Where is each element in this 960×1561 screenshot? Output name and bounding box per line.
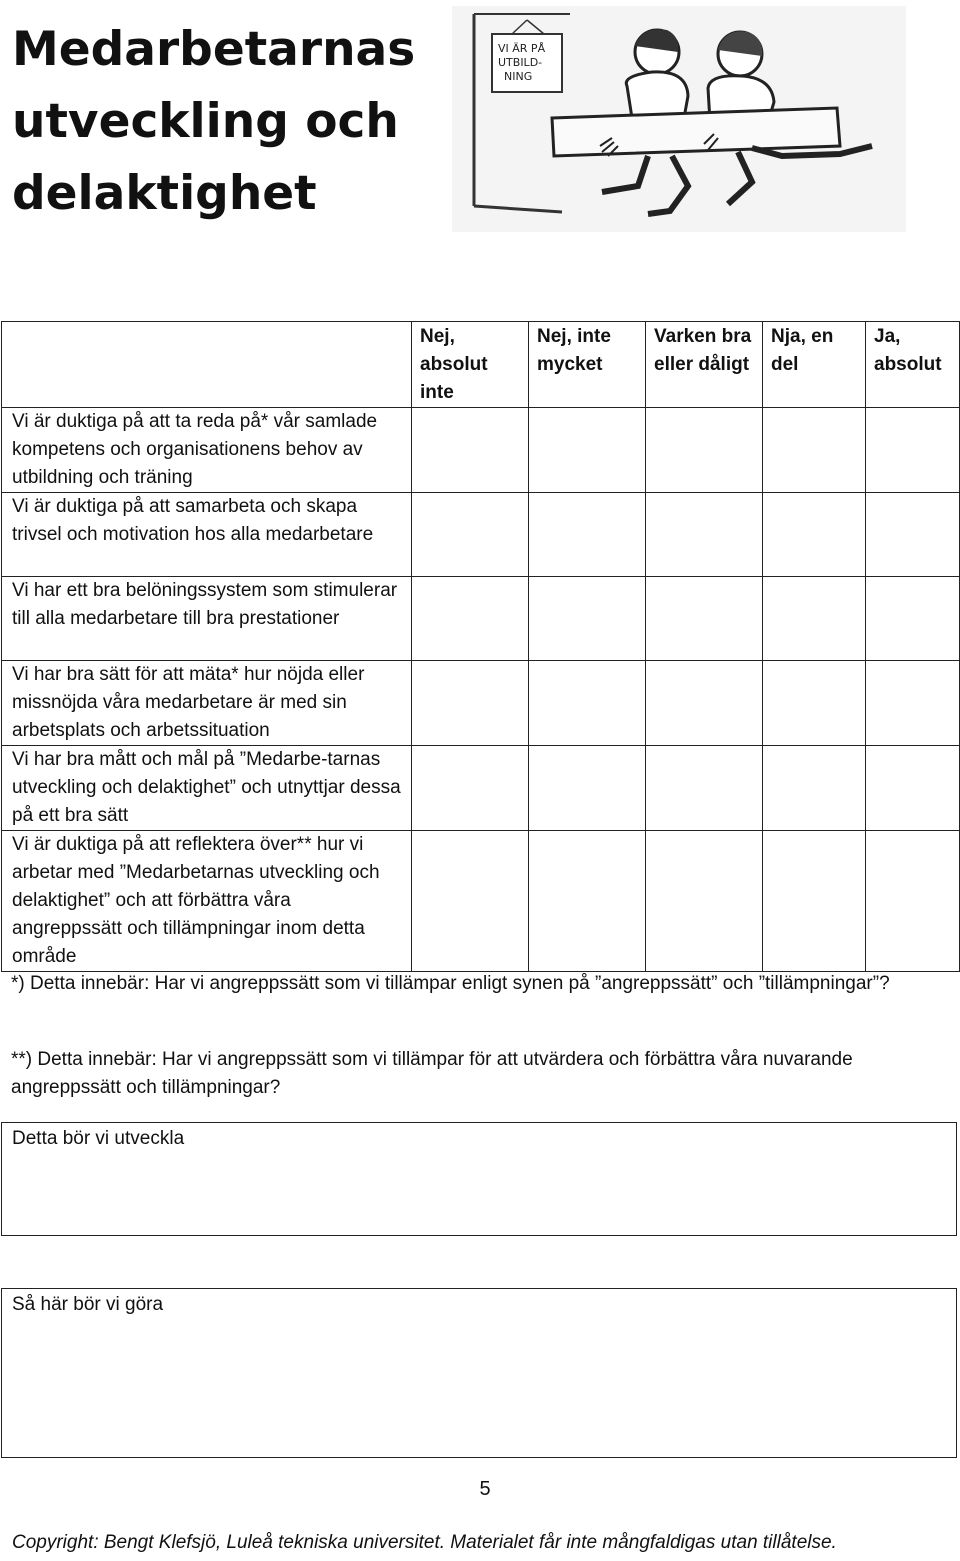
page-number: 5 [479, 1478, 491, 1500]
table-row [2, 746, 960, 831]
footnote-single: *) Detta innebär: Har vi angreppssätt som vi tillämpar enligt synen på ”angreppssätt” och ”tillämpningar”? [11, 973, 890, 994]
rating-cell[interactable] [412, 408, 529, 493]
statement-cell: Vi har ett bra belöningssystem som stimulerar till alla medarbetare till bra prestationer [2, 577, 412, 661]
svg-text:UTBILD-: UTBILD- [498, 56, 543, 69]
rating-cell[interactable] [412, 493, 529, 577]
table-row [2, 577, 960, 661]
table-row [2, 661, 960, 746]
develop-box-label: Detta bör vi utveckla [12, 1128, 185, 1149]
rating-cell[interactable] [763, 746, 866, 831]
rating-cell[interactable] [412, 831, 529, 972]
column-header-nja-en-del: Nja, en del [763, 322, 866, 408]
develop-box[interactable] [1, 1122, 957, 1236]
rating-cell[interactable] [529, 493, 646, 577]
footnote-double: **) Detta innebär: Har vi angreppssätt som vi tillämpar för att utvärdera och förbättra våra nuvarande angreppssätt och tillämpningar? [11, 1049, 853, 1098]
copyright-notice: Copyright: Bengt Klefsjö, Luleå tekniska universitet. Materialet får inte mångfaldigas utan tillåtelse. [12, 1532, 837, 1553]
column-header-ja-absolut: Ja, absolut [866, 322, 960, 408]
action-box[interactable] [1, 1288, 957, 1458]
rating-cell[interactable] [866, 746, 960, 831]
column-header-nej-absolut-inte: Nej, absolut inte [412, 322, 529, 408]
rating-cell[interactable] [866, 577, 960, 661]
rating-cell[interactable] [763, 493, 866, 577]
rating-cell[interactable] [866, 408, 960, 493]
statement-cell: Vi är duktiga på att ta reda på* vår samlade kompetens och organisationens behov av utbildning och träning [2, 408, 412, 493]
rating-table [1, 321, 960, 972]
rating-cell[interactable] [866, 661, 960, 746]
column-header-statement [2, 322, 412, 408]
rating-cell[interactable] [529, 577, 646, 661]
page-title: Medarbetarnas utveckling och delaktighet [12, 22, 416, 221]
rating-cell[interactable] [412, 746, 529, 831]
table-row [2, 831, 960, 972]
rating-cell[interactable] [646, 493, 763, 577]
action-box-label: Så här bör vi göra [12, 1294, 164, 1315]
rating-cell[interactable] [763, 577, 866, 661]
statement-cell: Vi är duktiga på att samarbeta och skapa trivsel och motivation hos alla medarbetare [2, 493, 412, 577]
rating-cell[interactable] [763, 408, 866, 493]
cartoon-illustration [452, 6, 906, 232]
svg-text:NING: NING [504, 70, 533, 83]
rating-cell[interactable] [646, 408, 763, 493]
table-row [2, 408, 960, 493]
statement-cell: Vi är duktiga på att reflektera över** hur vi arbetar med ”Medarbetarnas utveckling och delaktighet” och att förbättra våra angreppssätt och tillämpningar inom detta område [2, 831, 412, 972]
svg-text:VI ÄR PÅ: VI ÄR PÅ [498, 42, 546, 55]
rating-cell[interactable] [866, 493, 960, 577]
table-row [2, 493, 960, 577]
rating-cell[interactable] [412, 577, 529, 661]
rating-cell[interactable] [646, 577, 763, 661]
table-header-row [2, 322, 960, 408]
column-header-varken: Varken bra eller dåligt [646, 322, 763, 408]
rating-cell[interactable] [763, 661, 866, 746]
rating-cell[interactable] [529, 746, 646, 831]
rating-cell[interactable] [529, 661, 646, 746]
rating-cell[interactable] [763, 831, 866, 972]
statement-cell: Vi har bra mått och mål på ”Medarbe-tarnas utveckling och delaktighet” och utnyttjar dessa på ett bra sätt [2, 746, 412, 831]
column-header-nej-inte-mycket: Nej, inte mycket [529, 322, 646, 408]
rating-cell[interactable] [529, 408, 646, 493]
rating-cell[interactable] [866, 831, 960, 972]
rating-cell[interactable] [529, 831, 646, 972]
statement-cell: Vi har bra sätt för att mäta* hur nöjda eller missnöjda våra medarbetare är med sin arbetsplats och arbetssituation [2, 661, 412, 746]
rating-cell[interactable] [646, 831, 763, 972]
rating-cell[interactable] [646, 661, 763, 746]
rating-cell[interactable] [646, 746, 763, 831]
rating-cell[interactable] [412, 661, 529, 746]
